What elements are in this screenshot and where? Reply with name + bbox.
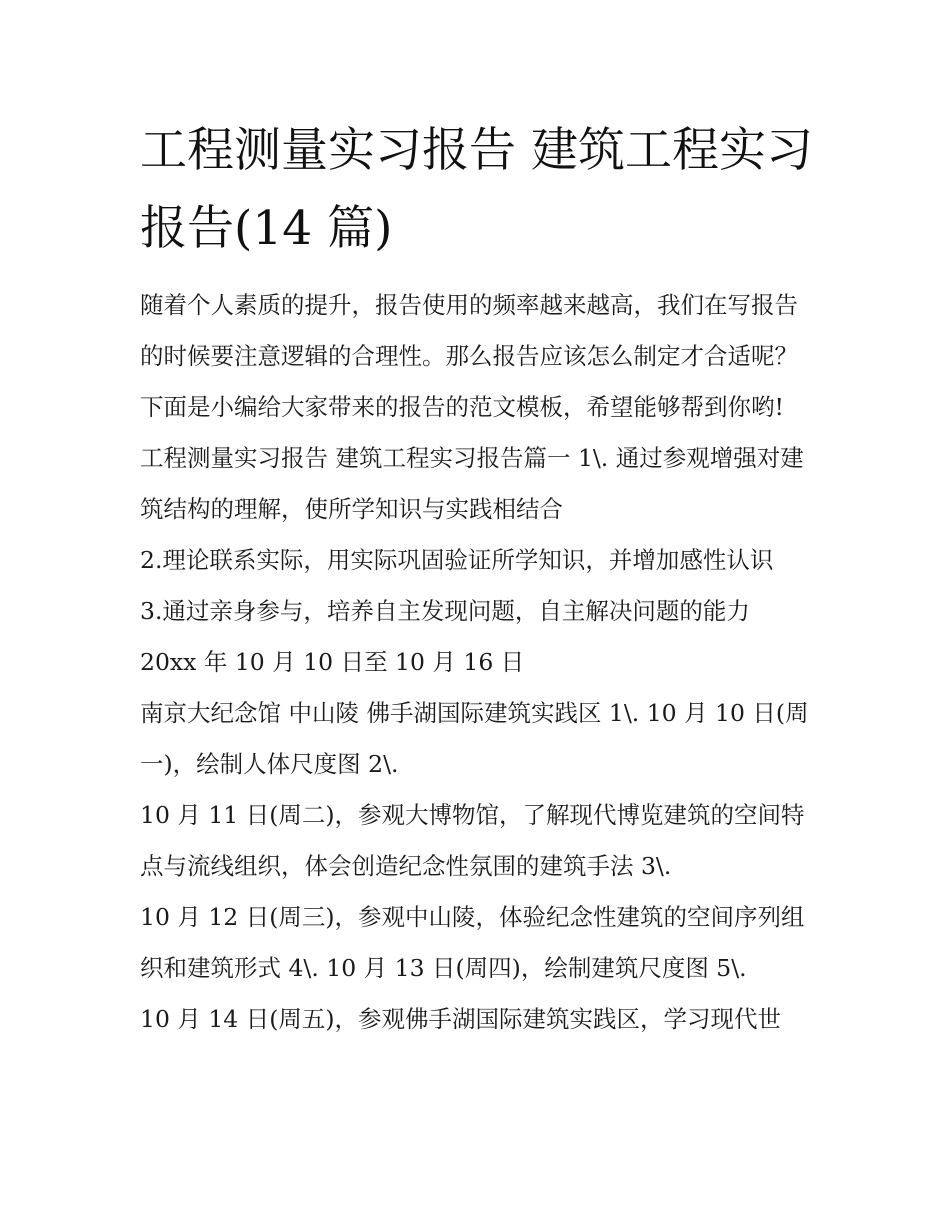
paragraph-locations: 南京大纪念馆 中山陵 佛手湖国际建筑实践区 1\. 10 月 10 日(周一)，绘制人体尺度图 2\. bbox=[140, 699, 809, 778]
paragraph-section-one: 工程测量实习报告 建筑工程实习报告篇一 1\. 通过参观增强对建筑结构的理解，使所学知识与实践相结合 bbox=[140, 444, 804, 523]
paragraph-goal-2: 2.理论联系实际，用实际巩固验证所学知识，并增加感性认识 bbox=[140, 546, 774, 574]
paragraph-dates: 20xx 年 10 月 10 日至 10 月 16 日 bbox=[140, 648, 525, 676]
paragraph-oct-14: 10 月 14 日(周五)，参观佛手湖国际建筑实践区，学习现代世 bbox=[140, 1005, 782, 1033]
document-title: 工程测量实习报告 建筑工程实习报告(14 篇) bbox=[140, 123, 813, 256]
paragraph-intro: 随着个人素质的提升，报告使用的频率越来越高，我们在写报告的时候要注意逻辑的合理性。那么报告应该怎么制定才合适呢？下面是小编给大家带来的报告的范文模板，希望能够帮到你哟! bbox=[140, 291, 798, 421]
document-body bbox=[140, 112, 820, 1045]
paragraph-goal-3: 3.通过亲身参与，培养自主发现问题，自主解决问题的能力 bbox=[140, 597, 750, 625]
paragraph-oct-12: 10 月 12 日(周三)，参观中山陵，体验纪念性建筑的空间序列组织和建筑形式 4\. 10 月 13 日(周四)，绘制建筑尺度图 5\. bbox=[140, 903, 805, 982]
paragraph-oct-11: 10 月 11 日(周二)，参观大博物馆，了解现代博览建筑的空间特点与流线组织，体会创造纪念性氛围的建筑手法 3\. bbox=[140, 801, 805, 880]
